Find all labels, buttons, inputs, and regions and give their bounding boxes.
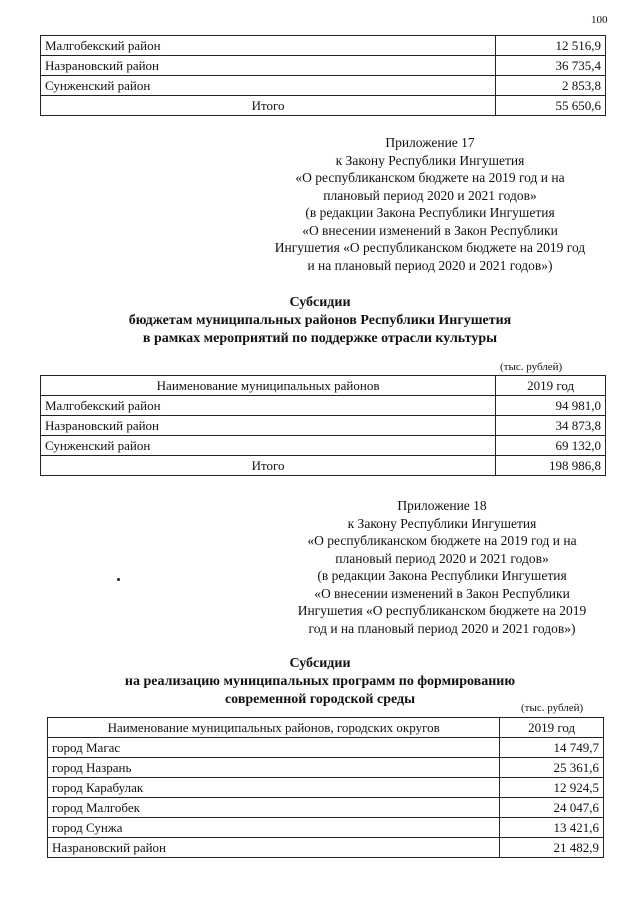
annex-line: и на плановый период 2020 и 2021 годов») — [307, 257, 553, 273]
annex-line: Приложение 18 — [397, 498, 487, 513]
annex-line: Ингушетия «О республиканском бюджете на 2019 — [297, 603, 587, 618]
district-name: Назрановский район — [41, 416, 496, 436]
annex-line: «О республиканском бюджете на 2019 год и на — [295, 170, 565, 185]
title-18 — [80, 655, 560, 709]
table-header-row — [48, 718, 604, 738]
district-name: город Назрань — [48, 758, 500, 778]
title-line: Субсидии — [289, 656, 351, 671]
title-line: Субсидии — [289, 295, 351, 310]
district-name: город Магас — [48, 738, 500, 758]
district-value: 25 361,6 — [500, 758, 604, 778]
total-label: Итого — [41, 96, 496, 116]
table-18 — [47, 717, 604, 858]
table-row — [41, 396, 606, 416]
annex-line: Ингушетия «О республиканском бюджете на 2019 год — [274, 240, 586, 255]
district-value: 36 735,4 — [496, 56, 606, 76]
annex-line: к Закону Республики Ингушетия — [347, 515, 537, 531]
district-value: 94 981,0 — [496, 396, 606, 416]
district-name: Малгобекский район — [41, 396, 496, 416]
annex-line: год и на плановый период 2020 и 2021 годов») — [308, 620, 576, 636]
annex-line: к Закону Республики Ингушетия — [335, 152, 525, 168]
annex-line: «О республиканском бюджете на 2019 год и на — [307, 533, 577, 548]
total-value: 55 650,6 — [496, 96, 606, 116]
district-name: Сунженский район — [41, 76, 496, 96]
table-row — [48, 738, 604, 758]
column-header-year: 2019 год — [496, 376, 606, 396]
annex-line: (в редакции Закона Республики Ингушетия — [305, 205, 555, 220]
column-header-name: Наименование муниципальных районов — [41, 376, 496, 396]
table-top — [40, 35, 606, 116]
column-header-name: Наименование муниципальных районов, городских округов — [48, 718, 500, 738]
title-line: бюджетам муниципальных районов Республики Ингушетия — [128, 313, 512, 328]
title-line: в рамках мероприятий по поддержке отрасли культуры — [142, 331, 498, 346]
unit-label-17: (тыс. рублей) — [500, 361, 563, 373]
district-value: 13 421,6 — [500, 818, 604, 838]
annex-17-heading — [250, 134, 610, 274]
unit-label-18: (тыс. рублей) — [521, 702, 584, 714]
annex-line: плановый период 2020 и 2021 годов» — [323, 187, 537, 203]
table-row — [48, 778, 604, 798]
district-name: Назрановский район — [48, 838, 500, 858]
district-name: город Малгобек — [48, 798, 500, 818]
page-number: 100 — [591, 14, 608, 26]
annex-line: плановый период 2020 и 2021 годов» — [335, 550, 549, 566]
district-name: город Сунжа — [48, 818, 500, 838]
table-header-row — [41, 376, 606, 396]
title-17 — [80, 294, 560, 348]
district-name: Сунженский район — [41, 436, 496, 456]
district-name: город Карабулак — [48, 778, 500, 798]
column-header-year: 2019 год — [500, 718, 604, 738]
district-name: Назрановский район — [41, 56, 496, 76]
annex-line: «О внесении изменений в Закон Республики — [314, 585, 570, 601]
total-value: 198 986,8 — [496, 456, 606, 476]
table-row — [48, 818, 604, 838]
district-value: 24 047,6 — [500, 798, 604, 818]
table-row — [41, 76, 606, 96]
table-row — [41, 416, 606, 436]
table-row — [41, 56, 606, 76]
annex-line: Приложение 17 — [385, 135, 475, 150]
title-line: на реализацию муниципальных программ по формированию — [124, 674, 516, 689]
district-value: 34 873,8 — [496, 416, 606, 436]
table-total-row — [41, 96, 606, 116]
district-value: 12 924,5 — [500, 778, 604, 798]
table-row — [48, 798, 604, 818]
scan-speck — [117, 578, 120, 581]
annex-line: «О внесении изменений в Закон Республики — [302, 222, 558, 238]
table-total-row — [41, 456, 606, 476]
annex-line: (в редакции Закона Республики Ингушетия — [317, 568, 567, 583]
table-row — [41, 436, 606, 456]
district-value: 21 482,9 — [500, 838, 604, 858]
title-line: современной городской среды — [224, 692, 416, 707]
district-name: Малгобекский район — [41, 36, 496, 56]
table-row — [41, 36, 606, 56]
total-label: Итого — [41, 456, 496, 476]
district-value: 12 516,9 — [496, 36, 606, 56]
district-value: 2 853,8 — [496, 76, 606, 96]
district-value: 69 132,0 — [496, 436, 606, 456]
annex-18-heading — [262, 497, 622, 637]
table-17 — [40, 375, 606, 476]
district-value: 14 749,7 — [500, 738, 604, 758]
table-row — [48, 838, 604, 858]
table-row — [48, 758, 604, 778]
